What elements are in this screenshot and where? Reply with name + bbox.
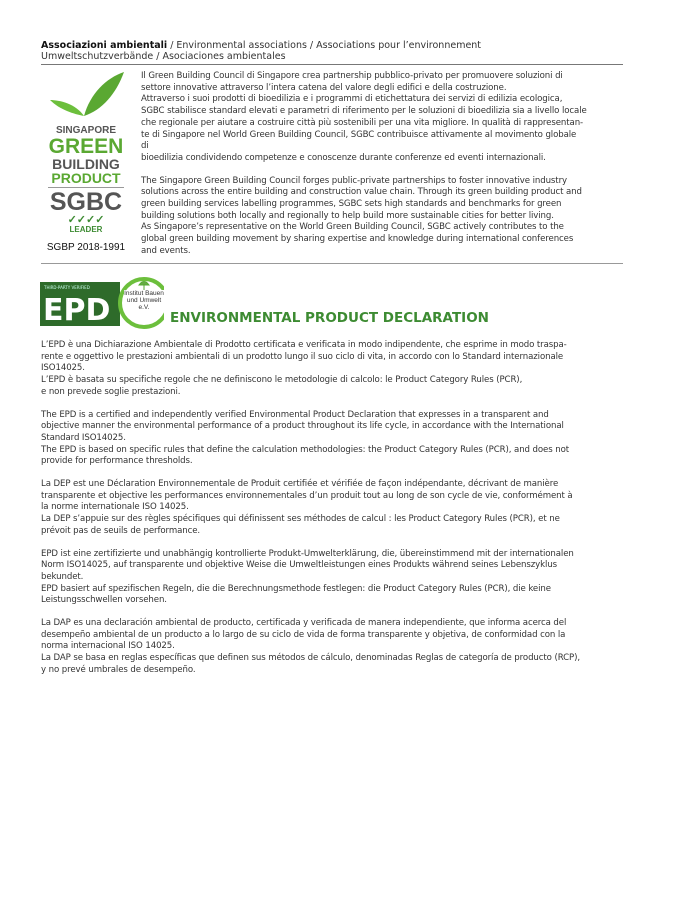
logo-text: LEADER (69, 225, 103, 234)
text-line: La DEP s’appuie sur des règles spécifiques qui définissent ses méthodes de calcul : les Product Category Rules (PCR), et ne (41, 514, 560, 525)
text-line: la norme internationale ISO 14025. (41, 502, 189, 513)
text-line: The EPD is based on specific rules that define the calculation methodologies: the Product Category Rules (PCR), and does not (41, 444, 570, 455)
text-line: The Singapore Green Building Council forges public-private partnerships to foster innovative industry (141, 175, 567, 186)
text-line: building solutions both locally and regionally to help build more sustainable cities for better living. (141, 210, 554, 221)
check-icon: ✓✓✓✓ (67, 214, 105, 226)
text-line: La DAP se basa en reglas específicas que definen sus métodos de cálculo, denominadas Reglas de categoría de producto (RCP), (41, 653, 581, 664)
text-line: solutions across the entire building and construction value chain. Through its green building product and (141, 187, 582, 198)
epd-mark: EPD (43, 293, 111, 328)
text-line: SGBC stabilisce standard elevati e parametri di riferimento per le soluzioni di bioedilizia sia a livello locale (141, 106, 587, 117)
text-line: transparente et objective les performances environnementales d’un produit tout au long de son cycle de vie, conformément à (41, 490, 573, 501)
section-header (41, 40, 481, 62)
section-title: Associazioni ambientali (41, 40, 168, 51)
text-line: La DAP es una declaración ambiental de producto, certificada y verificada de manera independiente, que informa acerca del (41, 618, 567, 629)
text-line: global green building movement by sharing expertise and knowledge during international conferences (141, 234, 574, 245)
leaf-icon (46, 70, 126, 118)
text-line: bekundet. (41, 571, 84, 582)
text-line: L’EPD è una Dichiarazione Ambientale di Prodotto certificata e verificata in modo indipendente, che esprime in modo traspa- (41, 340, 567, 350)
text-line: bioedilizia condividendo competenze e conoscenze durante conferenze ed eventi internazionali. (141, 152, 546, 163)
section-subtitle: Umweltschutzverbände / Asociaciones ambientales (41, 51, 286, 62)
text-line: The EPD is a certified and independently verified Environmental Product Declaration that expresses in a transparent and (41, 409, 549, 420)
divider (41, 263, 623, 264)
text-line: EPD ist eine zertifizierte und unabhängig kontrollierte Produkt-Umwelterklärung, die, übereinstimmend mit der internationalen (41, 548, 574, 559)
epd-heading: ENVIRONMENTAL PRODUCT DECLARATION (170, 310, 489, 326)
text-line: norma internacional ISO 14025. (41, 641, 175, 652)
section-title-translations: / Environmental associations / Associations pour l’environnement (167, 40, 482, 51)
certificate-code: SGBP 2018-1991 (46, 242, 126, 253)
sgbc-logo (40, 70, 132, 253)
text-line: Il Green Building Council di Singapore crea partnership pubblico-privato per promuovere soluzioni di (141, 71, 563, 81)
text-line: ISO14025. (41, 363, 85, 374)
logo-text: SINGAPORE (55, 125, 116, 136)
logo-text: BUILDING (52, 156, 120, 172)
text-line: As Singapore’s representative on the World Green Building Council, SGBC actively contributes to the (141, 222, 564, 233)
text-line: te di Singapore nel World Green Building Council, SGBC contribuisce attivamente al movimento globale (141, 129, 577, 140)
institute-text: Institut Bauen und Umwelt e.V. (124, 290, 164, 311)
logo-text: SGBC (49, 188, 123, 216)
text-line: Attraverso i suoi prodotti di bioedilizia e i programmi di etichettatura dei servizi di edilizia ecologica, (141, 94, 563, 105)
text-line: settore innovative attraverso l’intera catena del valore degli edifici e della costruzione. (141, 82, 507, 93)
logo-text: GREEN (48, 135, 124, 158)
sgbc-description (141, 71, 587, 258)
epd-logo (40, 276, 164, 330)
text-line: rente e oggettivo le prestazioni ambientali di un prodotto lungo il suo ciclo di vita, in accordo con lo Standard internazionale (41, 351, 564, 362)
text-line: y no prevé umbrales de desempeño. (41, 664, 196, 675)
text-line: L’EPD è basata su specifiche regole che ne definiscono le metodologie di calcolo: le Product Category Rules (PCR), (41, 375, 523, 386)
text-line: desempeño ambiental de un producto a lo largo de su ciclo de vida de forma transparente y objetiva, de conformidad con la (41, 629, 566, 640)
text-line: La DEP est une Déclaration Environnementale de Produit certifiée et vérifiée de façon indépendante, décrivant de manière (41, 479, 559, 490)
text-line: and events. (141, 245, 191, 256)
logo-text: PRODUCT (48, 171, 124, 188)
text-line: EPD basiert auf spezifischen Regeln, die die Berechnungsmethode festlegen: die Product Category Rules (PCR), die keine (41, 583, 551, 594)
epd-description (41, 340, 580, 677)
divider (41, 64, 623, 65)
text-line: Leistungsschwellen vorsehen. (41, 595, 167, 606)
text-line: e non prevede soglie prestazioni. (41, 386, 181, 397)
badge-text: THIRD-PARTY VERIFIED (44, 285, 90, 290)
text-line: objective manner the environmental performance of a product throughout its life cycle, in accordance with the International (41, 421, 564, 432)
text-line: provide for performance thresholds. (41, 456, 193, 467)
text-line: prévoit pas de seuils de performance. (41, 525, 201, 536)
text-line: green building services labelling programmes, SGBC sets high standards and benchmarks for green (141, 199, 562, 210)
text-line: Norm ISO14025, auf transparente und objektive Weise die Umweltleistungen eines Produkts während seines Lebenszyklus (41, 560, 558, 571)
text-line: Standard ISO14025. (41, 432, 126, 443)
text-line: che regionale per aiutare a costruire città più sostenibili per una vita migliore. In qualità di rappresentan- (141, 117, 584, 128)
text-line: di (141, 141, 149, 152)
